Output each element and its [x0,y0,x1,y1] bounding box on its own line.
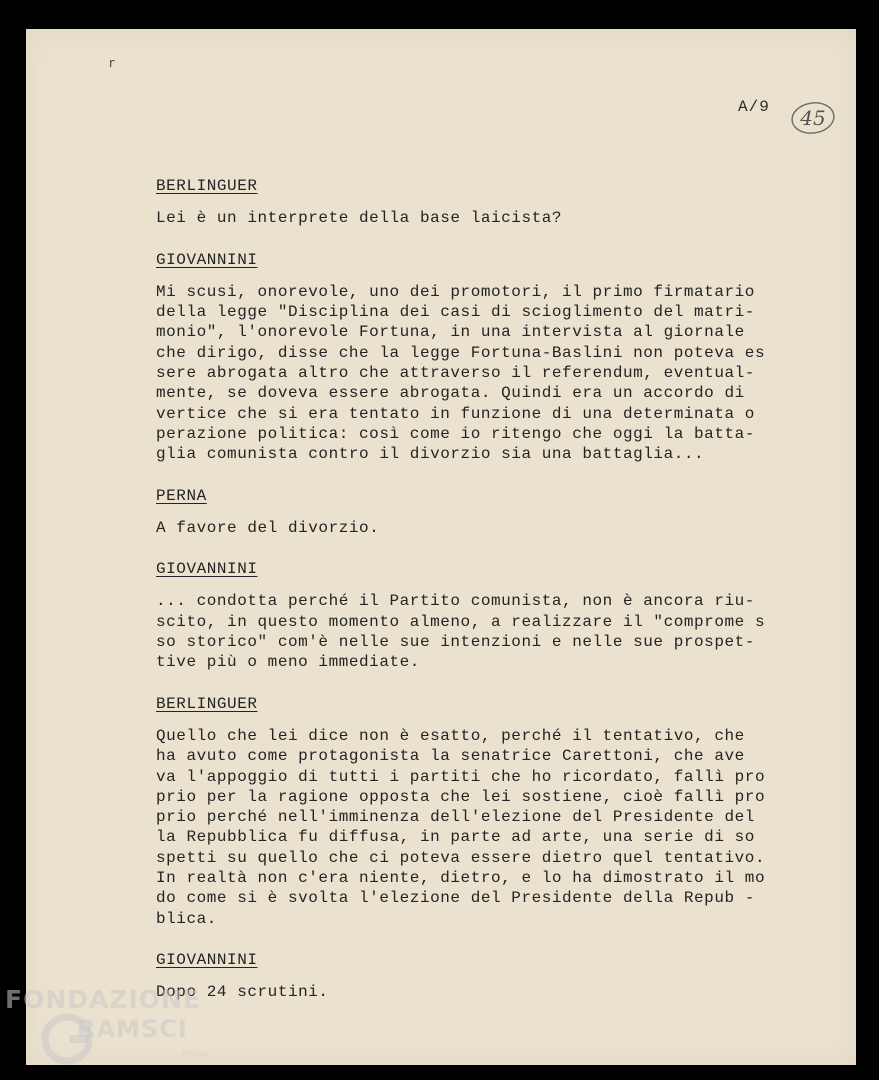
speaker-name: BERLINGUER [156,694,258,713]
interview-transcript [156,176,776,1024]
corner-mark: r [108,56,116,70]
speech-line: Mi scusi, onorevole, uno dei promotori, il primo firmatario [156,282,755,301]
speech-line: prio perché nell'imminenza dell'elezione del Presidente del [156,808,755,827]
speaker-name: GIOVANNINI [156,560,258,579]
watermark-line1: FONDAZIONE [5,985,202,1014]
speech-line: tive più o meno immediate. [156,653,420,672]
speech-line: la Repubblica fu diffusa, in parte ad arte, una serie di so [156,828,755,847]
speech-line: ha avuto come protagonista la senatrice Carettoni, che ave [156,747,745,766]
speech-line: perazione politica: così come io ritengo che oggi la batta- [156,424,755,443]
speech-line: do come si è svolta l'elezione del Presidente della Repub - [156,889,755,908]
speech-paragraph [156,982,776,1002]
page-code: A/9 [738,98,770,116]
speech-line: blica. [156,909,217,928]
speech-line: scito, in questo momento almeno, a realizzare il "comprome s [156,612,766,631]
speech-paragraph [156,726,776,929]
speech-line: va l'appoggio di tutti i partiti che ho ricordato, fallì pro [156,767,766,786]
speech-line: spetti su quello che ci poteva essere dietro quel tentativo. [156,848,766,867]
speaker-name: BERLINGUER [156,177,258,195]
speech-line: vertice che si era tentato in funzione di una determinata o [156,404,755,423]
archive-watermark [5,985,220,1075]
handwritten-page-number [790,100,836,136]
speech-line: Dopo 24 scrutini. [156,983,329,1002]
speech-line: glia comunista contro il divorzio sia una battaglia... [156,445,705,464]
speech-line: A favore del divorzio. [156,518,380,537]
speech-line: Quello che lei dice non è esatto, perché il tentativo, che [156,726,745,745]
speech-line: so storico" com'è nelle sue intenzioni e nelle sue prospet- [156,633,755,652]
speech-line: sere abrogata altro che attraverso il referendum, eventual- [156,364,755,383]
watermark-suffix: onlus [181,1048,208,1059]
speech-line: mente, se doveva essere abrogata. Quindi era un accordo di [156,384,745,403]
speech-paragraph [156,518,776,538]
speech-line: monio", l'onorevole Fortuna, in una intervista al giornale [156,323,745,342]
speaker-name: PERNA [156,486,207,505]
speech-line: In realtà non c'era niente, dietro, e lo ha dimostrato il mo [156,869,766,888]
speaker-name: GIOVANNINI [156,950,258,969]
handwritten-number: 45 [800,106,826,130]
speech-paragraph [156,282,776,465]
speech-line: prio per la ragione opposta che lei sostiene, cioè fallì pro [156,787,766,806]
speech-line: della legge "Disciplina dei casi di scioglimento del matri- [156,303,755,322]
speech-line: che dirigo, disse che la legge Fortuna-Baslini non poteva es [156,343,766,362]
speech-paragraph [156,208,776,228]
speech-paragraph [156,591,776,672]
watermark-line2: RAMSCI [77,1015,188,1043]
speaker-name: GIOVANNINI [156,250,258,269]
speech-line: ... condotta perché il Partito comunista, non è ancora riu- [156,592,755,611]
speech-line: Lei è un interprete della base laicista? [156,209,563,228]
